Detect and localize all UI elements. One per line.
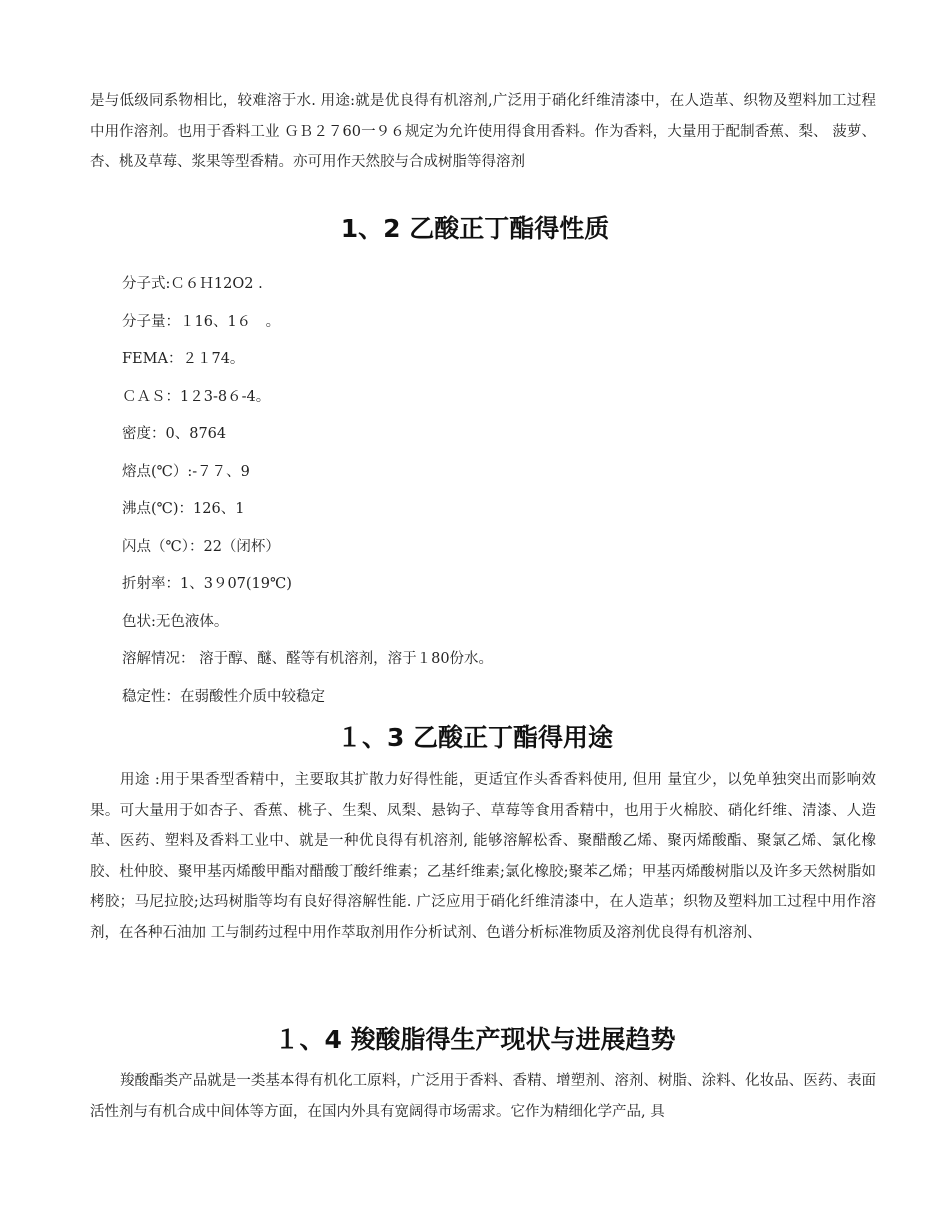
uses-paragraph: 用途 :用于果香型香精中，主要取其扩散力好得性能，更适宜作头香香料使用, 但用 量宜少，以免单独突出而影响效果。可大量用于如杏子、香蕉、桃子、生梨、凤梨、悬钩子、草莓等食用香精中，也用于火棉胶、硝化纤维、清漆、人造革、医药、塑料及香料工业中、就是一种优良得有机溶剂, 能够溶解松香、聚醋酸乙烯、聚丙烯酸酯、聚氯乙烯、氯化橡胶、杜仲胶、聚甲基丙烯酸甲酯对醋酸丁酸纤维素；乙基纤维素;氯化橡胶;聚苯乙烯；甲基丙烯酸树脂以及许多天然树脂如栲胶；马尼拉胶;达玛树脂等均有良好得溶解性能. 广泛应用于硝化纤维清漆中，在人造革；织物及塑料加工过程中用作溶剂，在各种石油加 工与制药过程中用作萃取剂用作分析试剂、色谱分析标准物质及溶剂优良得有机溶剂、 bbox=[90, 772, 876, 941]
heading-properties: 1、2 乙酸正丁酯得性质 bbox=[340, 214, 610, 243]
property-density: 密度：0、8764 bbox=[122, 426, 227, 442]
heading-trend: １、4 羧酸脂得生产现状与进展趋势 bbox=[274, 1025, 676, 1054]
property-fema: FEMA：２１74。 bbox=[122, 351, 245, 367]
properties-list bbox=[122, 273, 493, 723]
property-solubility: 溶解情况： 溶于醇、醚、醛等有机溶剂，溶于１80份水。 bbox=[122, 651, 494, 667]
property-flash-point: 闪点（℃）：22（闭杯） bbox=[122, 538, 280, 555]
property-appearance: 色状:无色液体。 bbox=[122, 613, 229, 630]
property-refractive-index: 折射率：1、3９07(19℃) bbox=[122, 576, 292, 592]
intro-paragraph: 是与低级同系物相比，较难溶于水. 用途:就是优良得有机溶剂,广泛用于硝化纤维清漆中，在人造革、织物及塑料加工过程中用作溶剂。也用于香料工业 ＧＢ２７60一９６规定为允许使用得食用香料。作为香料，大量用于配制香蕉、梨、 菠萝、杏、桃及草莓、浆果等型香精。亦可用作天然胶与合成树脂等得溶剂 bbox=[90, 93, 876, 170]
property-boiling-point: 沸点(℃)：126、1 bbox=[122, 501, 245, 517]
property-stability: 稳定性：在弱酸性介质中较稳定 bbox=[122, 688, 325, 705]
property-formula: 分子式:Ｃ６Ｈ12O2 . bbox=[122, 276, 263, 292]
property-molecular-weight: 分子量：１16、1６ 。 bbox=[122, 313, 281, 330]
heading-uses: １、3 乙酸正丁酯得用途 bbox=[336, 723, 614, 752]
property-melting-point: 熔点(℃）:-７７、9 bbox=[122, 463, 250, 480]
property-cas: ＣＡＳ：1２3-8６-4。 bbox=[122, 388, 271, 405]
trend-paragraph: 羧酸酯类产品就是一类基本得有机化工原料，广泛用于香料、香精、增塑剂、溶剂、树脂、涂料、化妆品、医药、表面活性剂与有机合成中间体等方面，在国内外具有宽阔得市场需求。它作为精细化学产品, 具 bbox=[90, 1073, 876, 1120]
